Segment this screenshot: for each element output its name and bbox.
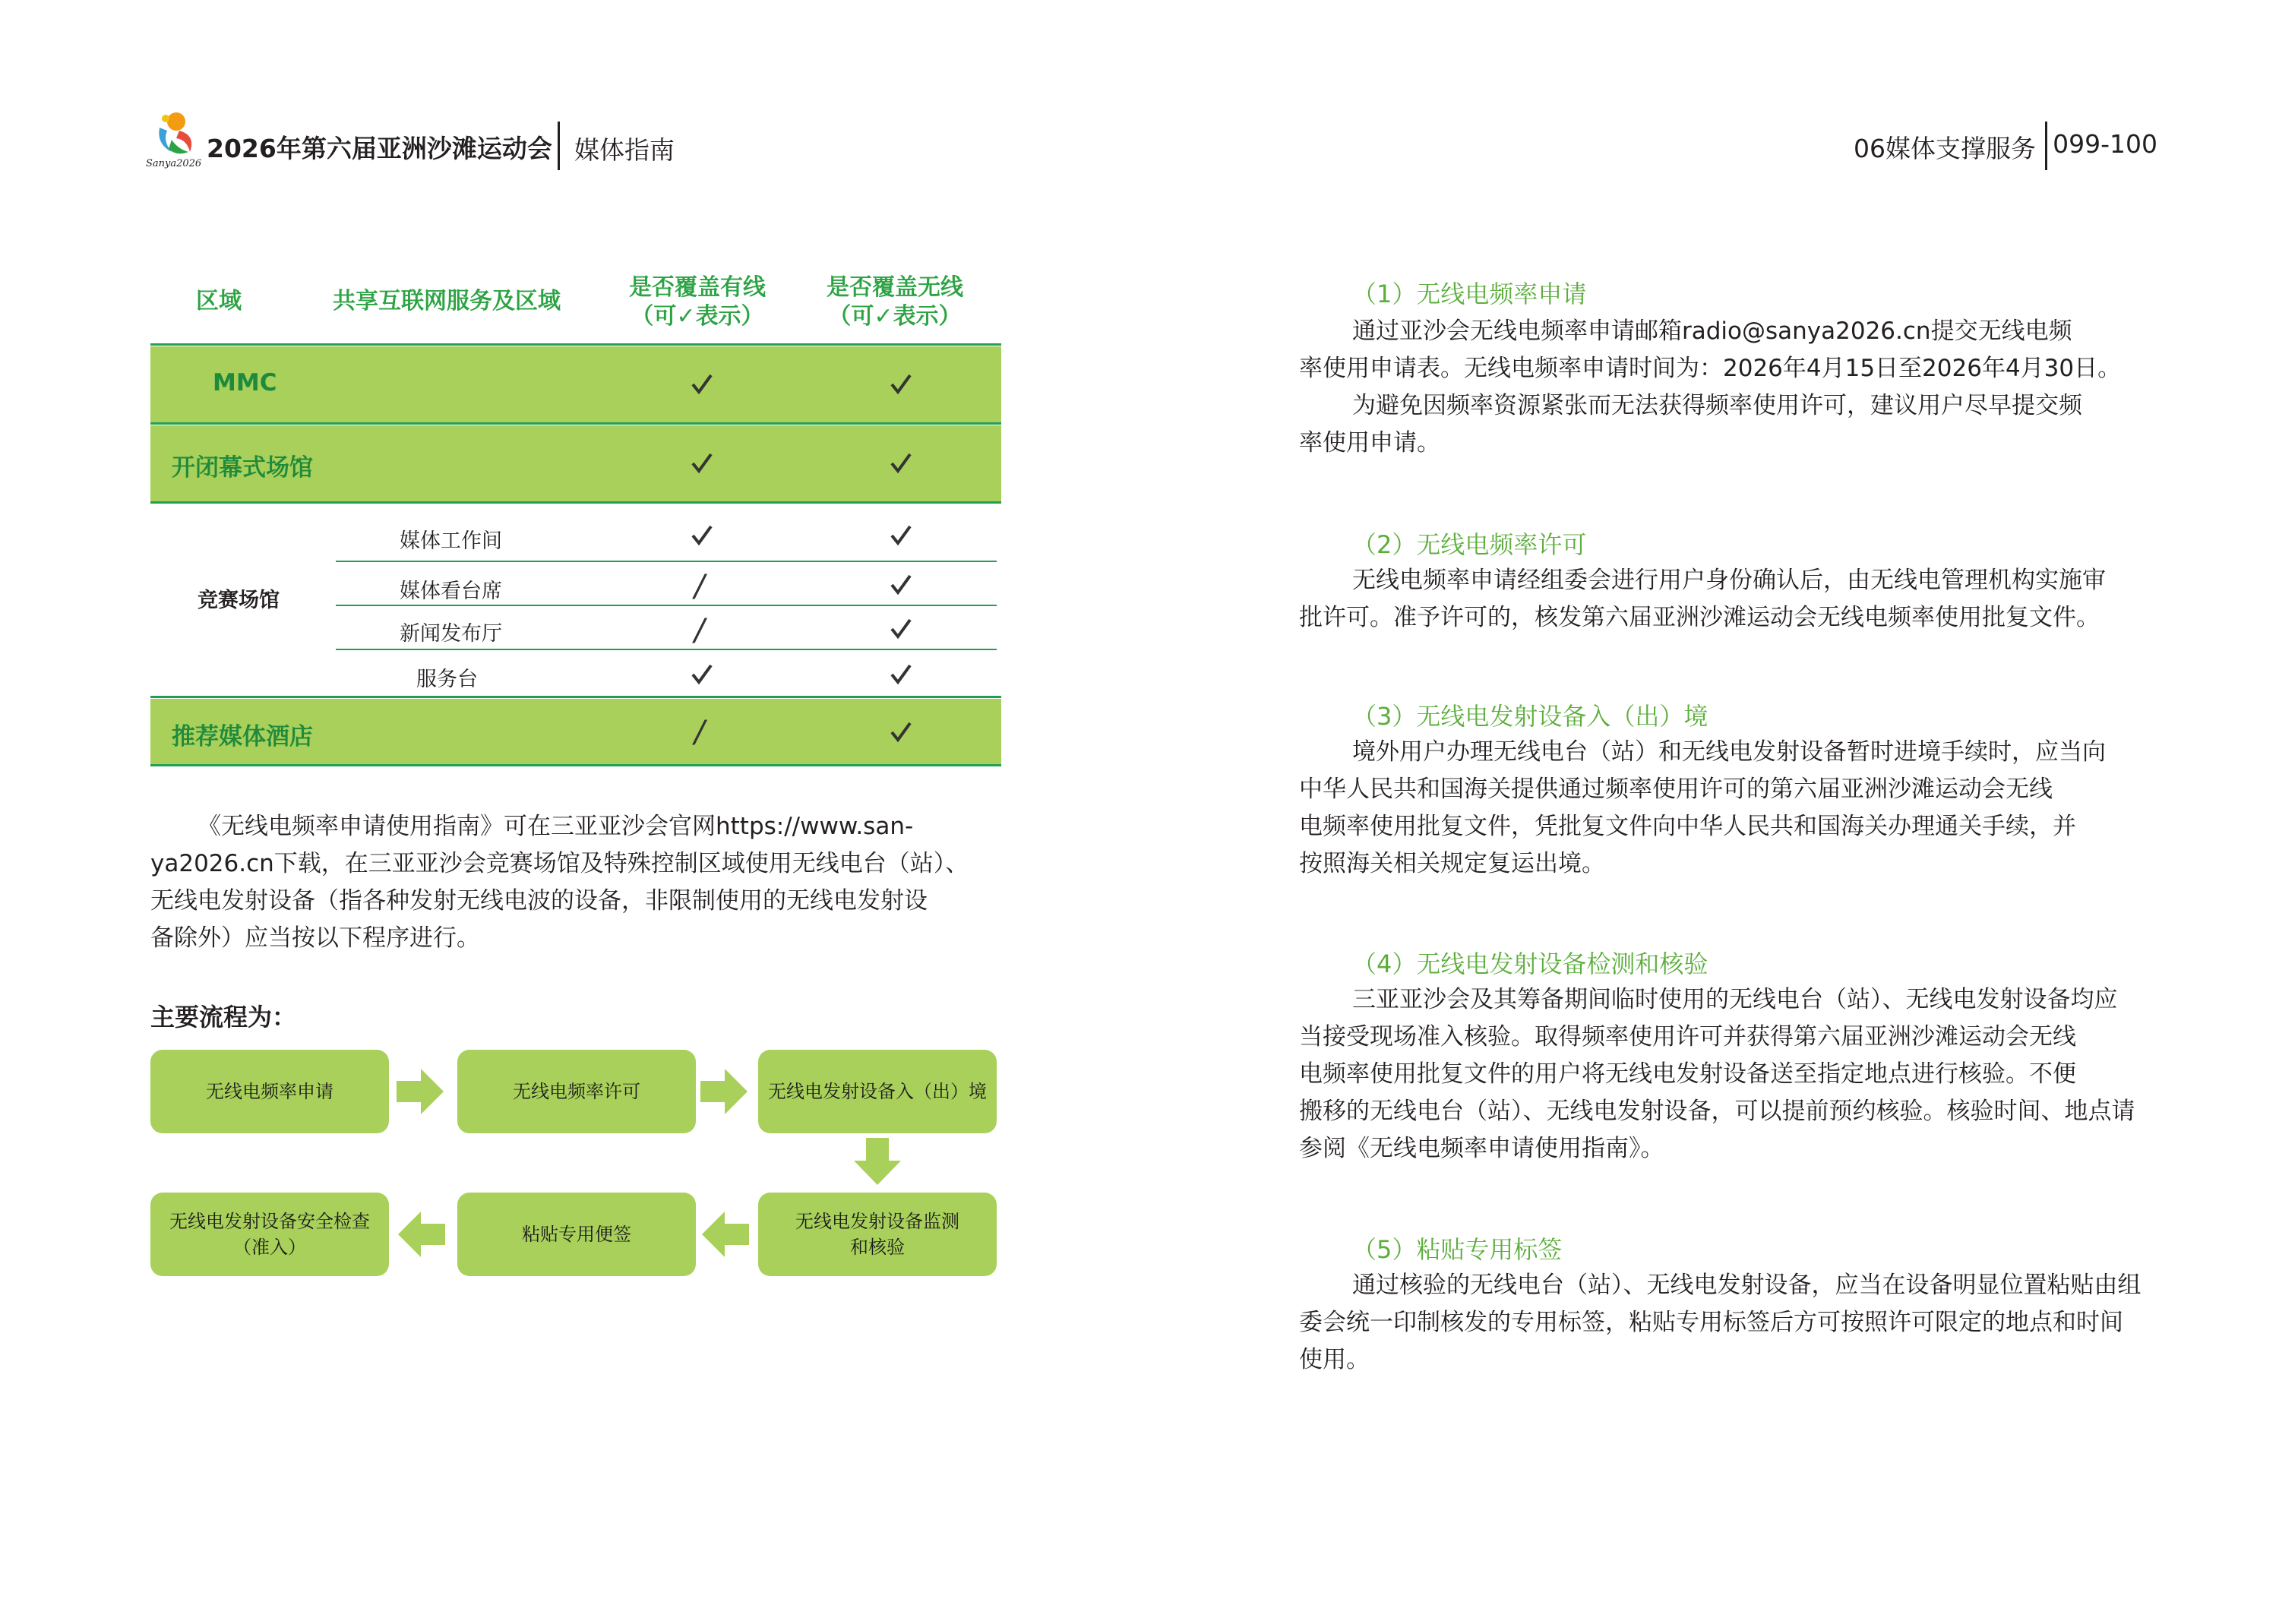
- subrow-label: 服务台: [416, 668, 478, 691]
- section-body-5: [1299, 1267, 2157, 1379]
- sanya2026-logo: [146, 105, 204, 175]
- check-icon: [886, 614, 916, 644]
- col-header-shared: 共享互联网服务及区域: [333, 288, 561, 314]
- body-line: 无线电频率申请经组委会进行用户身份确认后，由无线电管理机构实施审: [1352, 567, 2106, 594]
- table-rule: [336, 561, 997, 562]
- event-title: 2026年第六届亚洲沙滩运动会: [207, 134, 552, 163]
- check-icon: [687, 659, 717, 690]
- body-line: 境外用户办理无线电台（站）和无线电发射设备暂时进境手续时，应当向: [1352, 738, 2106, 766]
- check-icon: ✓: [874, 303, 893, 330]
- flow-step-4: [758, 1193, 997, 1276]
- section-title-5: （5）粘贴专用标签: [1352, 1235, 1563, 1264]
- col-header-wireless-line2: [819, 302, 971, 331]
- col-header-area: 区域: [196, 288, 242, 314]
- coverage-table: [150, 273, 1001, 767]
- subrow-label: 新闻发布厅: [400, 622, 502, 646]
- slash-mark: /: [694, 613, 705, 648]
- section-title-2: （2）无线电频率许可: [1352, 530, 1587, 559]
- flow-step-3: 无线电发射设备入（出）境: [758, 1050, 997, 1133]
- col-header-wired-line1: 是否覆盖有线: [629, 274, 766, 301]
- body-line: 按照海关相关规定复运出境。: [1299, 850, 1605, 877]
- flow-step-1: 无线电频率申请: [150, 1050, 389, 1133]
- section-title-1: （1）无线电频率申请: [1352, 280, 1587, 308]
- flow-step-6: [150, 1193, 389, 1276]
- section-body-2: [1299, 562, 2157, 637]
- row-label-mmc: MMC: [213, 369, 277, 397]
- slash-mark: /: [694, 569, 705, 604]
- section-body-4: [1299, 981, 2157, 1167]
- table-rule: [336, 605, 997, 606]
- table-row-ceremony: [150, 425, 1001, 501]
- body-line: 使用。: [1299, 1346, 1370, 1373]
- col-header-wired: [621, 273, 773, 331]
- table-rule: [150, 696, 1001, 698]
- header-paren: （可: [631, 303, 677, 330]
- section-title-4: （4）无线电发射设备检测和核验: [1352, 949, 1708, 978]
- intro-line: ya2026.cn下载，在三亚亚沙会竞赛场馆及特殊控制区域使用无线电台（站）、: [150, 850, 969, 877]
- arrow-left-icon: [700, 1212, 749, 1257]
- flow-step-6-label: 无线电发射设备安全检查（准入）: [169, 1211, 370, 1258]
- body-line: 搬移的无线电台（站）、无线电发射设备，可以提前预约核验。核验时间、地点请: [1299, 1098, 2135, 1125]
- check-icon: [886, 448, 916, 479]
- check-icon: ✓: [676, 303, 696, 330]
- body-line: 率使用申请。: [1299, 429, 1440, 457]
- check-icon: [687, 448, 717, 479]
- subrow-label: 媒体工作间: [400, 529, 502, 553]
- intro-line: 无线电发射设备（指各种发射无线电波的设备，非限制使用的无线电发射设: [150, 887, 928, 915]
- body-line: 电频率使用批复文件，凭批复文件向中华人民共和国海关办理通关手续，并: [1299, 813, 2076, 840]
- check-icon: [886, 369, 916, 400]
- subrow-label: 媒体看台席: [400, 580, 502, 603]
- table-rule: [336, 649, 997, 650]
- body-line: 参阅《无线电频率申请使用指南》。: [1299, 1135, 1664, 1162]
- flow-step-2: 无线电频率许可: [457, 1050, 696, 1133]
- check-icon: [687, 520, 717, 551]
- body-line: 为避免因频率资源紧张而无法获得频率使用许可，建议用户尽早提交频: [1352, 392, 2082, 419]
- header-divider: [2045, 122, 2047, 170]
- header-paren: 表示）: [893, 303, 962, 330]
- arrow-left-icon: [397, 1212, 445, 1257]
- logo-caption: Sanya2026: [146, 158, 202, 169]
- col-header-wireless-line1: 是否覆盖无线: [827, 274, 963, 301]
- body-line: 三亚亚沙会及其筹备期间临时使用的无线电台（站）、无线电发射设备均应: [1352, 986, 2118, 1013]
- body-line: 电频率使用批复文件的用户将无线电发射设备送至指定地点进行核验。不便: [1299, 1060, 2076, 1088]
- header-divider: [558, 122, 560, 170]
- arrow-right-icon: [397, 1069, 445, 1114]
- col-header-wireless: [819, 273, 971, 331]
- body-line: 通过核验的无线电台（站）、无线电发射设备，应当在设备明显位置粘贴由组: [1352, 1272, 2142, 1299]
- chapter-title: 06媒体支撑服务: [1854, 134, 2036, 163]
- section-body-1: [1299, 313, 2157, 462]
- header-paren: 表示）: [695, 303, 764, 330]
- check-icon: [886, 659, 916, 690]
- table-rule: [150, 422, 1001, 425]
- body-line: 率使用申请表。无线电频率申请时间为：2026年4月15日至2026年4月30日。: [1299, 355, 2122, 382]
- arrow-right-icon: [700, 1069, 749, 1114]
- intro-line: 《无线电频率申请使用指南》可在三亚亚沙会官网https://www.san-: [198, 813, 914, 840]
- flow-step-4-label: 无线电发射设备监测和核验: [795, 1211, 959, 1258]
- section-body-3: [1299, 734, 2157, 883]
- intro-line: 备除外）应当按以下程序进行。: [150, 924, 480, 952]
- table-rule: [150, 764, 1001, 766]
- body-line: 委会统一印制核发的专用标签，粘贴专用标签后方可按照许可限定的地点和时间: [1299, 1309, 2123, 1336]
- row-label-ceremony: 开闭幕式场馆: [172, 454, 313, 482]
- process-title: 主要流程为：: [150, 1003, 297, 1032]
- check-icon: [886, 520, 916, 551]
- row-label-hotel: 推荐媒体酒店: [172, 723, 313, 750]
- table-row-mmc: [150, 346, 1001, 422]
- slash-mark: /: [694, 715, 705, 750]
- body-line: 中华人民共和国海关提供通过频率使用许可的第六届亚洲沙滩运动会无线: [1299, 776, 2053, 803]
- body-line: 通过亚沙会无线电频率申请邮箱radio@sanya2026.cn提交无线电频: [1352, 318, 2072, 345]
- body-line: 当接受现场准入核验。取得频率使用许可并获得第六届亚洲沙滩运动会无线: [1299, 1023, 2076, 1051]
- check-icon: [886, 570, 916, 600]
- header-paren: （可: [828, 303, 874, 330]
- guide-title: 媒体指南: [574, 135, 675, 165]
- table-rule: [150, 343, 1001, 346]
- arrow-down-icon: [854, 1138, 901, 1185]
- body-line: 批许可。准予许可的，核发第六届亚洲沙滩运动会无线电频率使用批复文件。: [1299, 604, 2100, 631]
- check-icon: [687, 369, 717, 400]
- table-row-hotel: [150, 699, 1001, 764]
- flow-step-5: 粘贴专用便签: [457, 1193, 696, 1276]
- page-numbers: 099-100: [2053, 129, 2157, 159]
- row-label-venue: 竞赛场馆: [198, 589, 280, 612]
- check-icon: [886, 717, 916, 747]
- section-title-3: （3）无线电发射设备入（出）境: [1352, 702, 1708, 731]
- intro-paragraph: [150, 808, 1003, 957]
- table-rule: [150, 501, 1001, 504]
- col-header-wired-line2: [621, 302, 773, 331]
